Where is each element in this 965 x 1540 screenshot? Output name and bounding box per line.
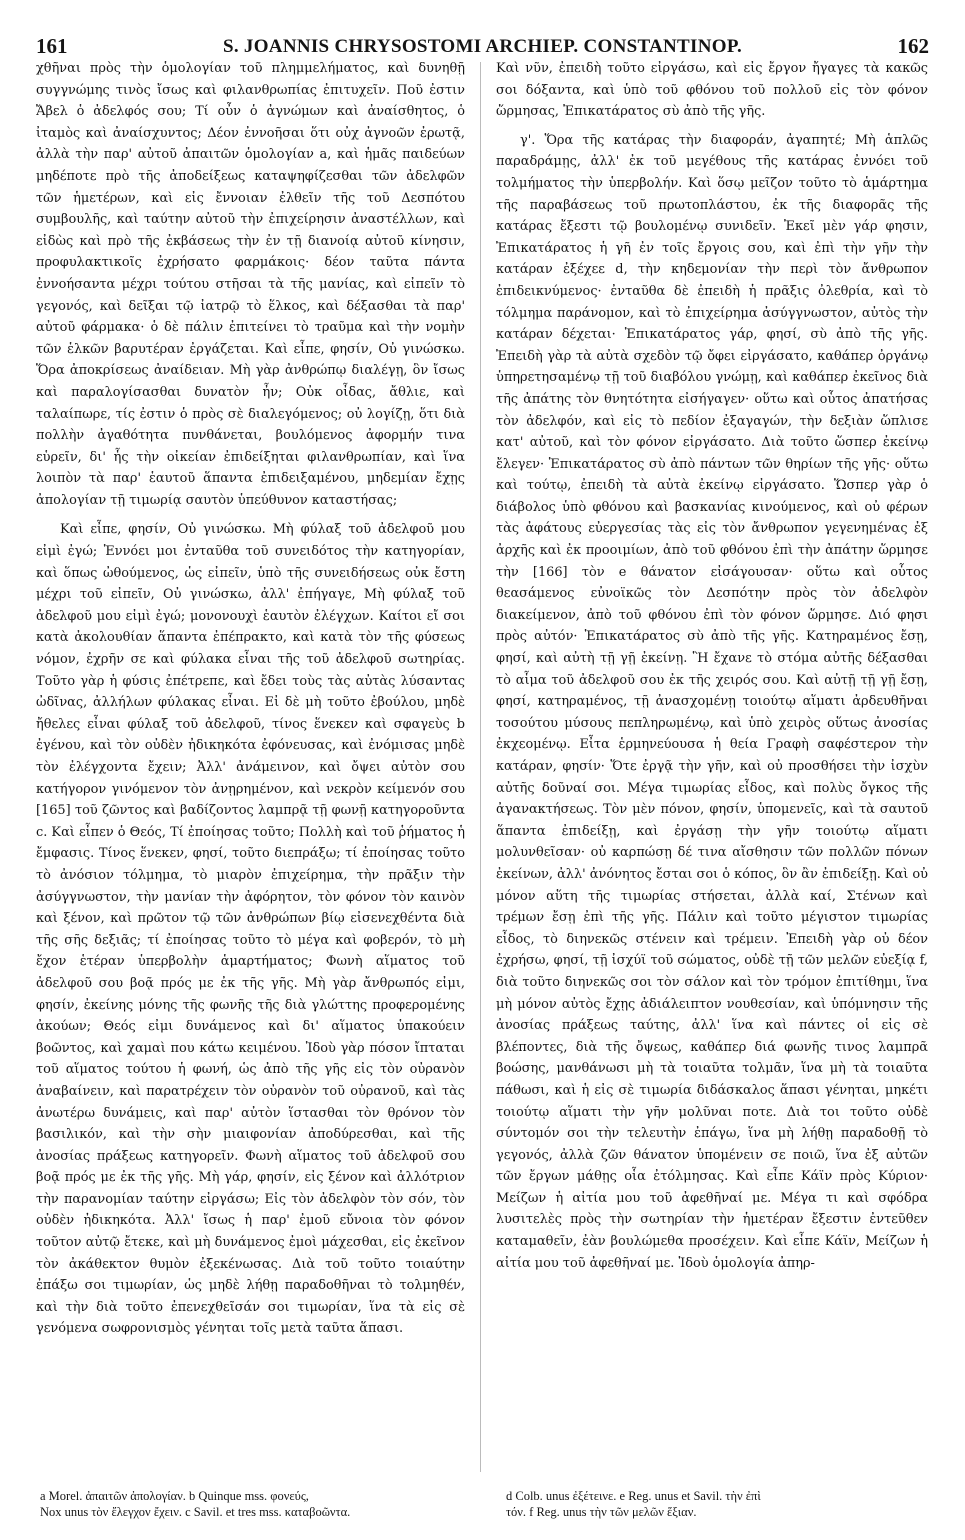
footnote-line: d Colb. unus ἐξέτεινε. e Reg. unus et Savil. τὴν ἐπὶ [506, 1489, 761, 1503]
right-paragraph-2: γ'. Ὅρα τῆς κατάρας τὴν διαφοράν, ἀγαπητέ; Μὴ ἁπλῶς παραδράμῃς, ἀλλ' ἐκ τοῦ μεγέθους τῆς κατάρας ἐννόει τοῦ τολμήματος τὴν ὑπερβολήν. Καὶ ὅσῳ μεῖζον τοῦτο τὸ ἁμάρτημα τῆς παραβάσεως τοῦ πρωτοπλάστου, ἐκ τῆς διαφορᾶς τῆς κατάρας ἔξεστι τῷ βουλομένῳ συνιδεῖν. Ἐκεῖ μὲν γάρ φησιν, Ἐπικατάρατος ἡ γῆ ἐν τοῖς ἔργοις σου, καὶ ἐπὶ τὴν γῆν τὴν κατάραν ἐξέχεε d, τὴν κηδεμονίαν τὴν περὶ τὸν ἄνθρωπον ἐπιδεικνύμενος· ἐνταῦθα δὲ ἐπειδὴ ἡ πρᾶξις ὀλεθρία, καὶ τὸ τόλμημα παράνομον, καὶ τὸ ἐπιχείρημα ἀσύγγνωστον, αὐτὸς τὴν κατάραν δέχεται· Ἐπικατάρατος γάρ, φησί, σὺ ἀπὸ τῆς γῆς. Ἐπειδὴ γὰρ τὰ αὐτὰ σχεδὸν τῷ ὄφει εἰργάσατο, καθάπερ ὀργάνῳ ὑπηρετησαμένῳ τῇ τοῦ διαβόλου γνώμῃ, καὶ καθάπερ ἐκεῖνος διὰ τῆς ἀπάτης τὸν θνητότητα εἰσήγαγεν· οὕτω καὶ οὗτος ἀπατήσας τὸν ἀδελφόν, καὶ εἰς τὸ πεδίον ἐξαγαγών, τὴν δεξιὰν ὥπλισε κατ' αὐτοῦ, καὶ τὸν φόνον εἰργάσατο. Διὰ τοῦτο ὥσπερ ἐκείνῳ ἔλεγεν· Ἐπικατάρατος σὺ ἀπὸ πάντων τῶν θηρίων τῆς γῆς· οὕτω καὶ τούτῳ, ἐπειδὴ τὰ αὐτὰ ἐκείνῳ εἰργάσατο. Ὥσπερ γὰρ ὁ διάβολος ὑπὸ φθόνου καὶ βασκανίας κινούμενος, καὶ οὐ φέρων τὰς ἀφάτους εὐεργεσίας τὰς εἰς τὸν ἄνθρωπον γεγενημένας ἐξ ἀρχῆς καὶ ἐκ προοιμίων, ἀπὸ τοῦ φθόνου ἐπὶ τὴν ἀπάτην ὥρμησε τὴν [166] τὸν e θάνατον εἰσάγουσαν· οὕτω καὶ οὗτος θεασάμενος εὐνοϊκῶς τὸν Δεσπότην πρὸς τὸν ἀδελφὸν διακείμενον, ἀπὸ τοῦ φθόνου ἐπὶ τὸν φόνον ὥρμησε. Διό φησι πρὸς αὐτόν· Ἐπικατάρατος σὺ ἀπὸ τῆς γῆς. Κατηραμένος ἔσῃ, φησί, καὶ αὐτὴ τῇ γῇ ἐκείνῃ. Ἣ ἔχανε τὸ στόμα αὐτῆς δέξασθαι τὸ αἷμα τοῦ ἀδελφοῦ σου ἐκ τῆς χειρός σου. Καὶ αὐτῇ τῇ γῇ ἔσῃ, φησί, κατηραμένος, τῇ ἀνασχομένῃ τοιούτῳ αἵματι ἀρδευθῆναι τοσούτου μύσους πεπληρωμένῳ, καὶ ὑπὸ χειρὸς οὕτως ἀνοσίας ἐκχεομένῳ. Εἶτα ἑρμηνεύουσα ἡ θεία Γραφὴ σαφέστερον τὴν κατάραν, φησίν· Ὅτε ἐργᾷ τὴν γῆν, καὶ οὐ προσθήσει τὴν ἰσχὺν αὐτῆς δοῦναί σοι. Μέγα τιμωρίας εἶδος, καὶ πολὺς ὄγκος τῆς ἀγανακτήσεως. Τὸν μὲν πόνον, φησίν, ὑπομενεῖς, καὶ τὰ σαυτοῦ ἅπαντα ἐπιδείξῃ, καὶ ἐργάσῃ τὴν γῆν τοιούτῳ αἵματι μολυνθεῖσαν· οὐ καρπώσῃ δέ τινα αἴσθησιν τῶν πολλῶν πόνων ἐκείνων, ἀλλ' ἀνόνητος ἔσται σοι ὁ κόπος, ὃν ἂν ἐπιδείξῃ. Καὶ οὐ μόνον αὕτη τῆς τιμωρίας στήσεται, ἀλλὰ καί, Στένων καὶ τρέμων ἔσῃ ἐπὶ τῆς γῆς. Πάλιν καὶ τοῦτο μέγιστον τιμωρίας εἶδος, τὸ διηνεκῶς στένειν καὶ τρέμειν. Ἐπειδὴ γὰρ οὐ δέον ἐχρήσω, φησί, τῇ ἰσχύϊ τοῦ σώματος, οὐδὲ τῇ τῶν μελῶν εὐεξίᾳ f, διὰ τοῦτο διηνεκῶς σοι τὸν σάλον καὶ τὸν τρόμον ἐπιτίθημι, ἵνα μὴ μόνον αὐτὸς ἔχῃς ἀδιάλειπτον νουθεσίαν, καὶ ὑπόμνησιν τῆς ἀνοσίας πράξεως ταύτης, ἀλλ' ἵνα καὶ πάντες οἱ εἰς σὲ βλέποντες, διὰ τῆς ὄψεως, καθάπερ διά φωνῆς τινος λαμπρᾶ βοώσης, μανθάνωσι μὴ τὰ τοιαῦτα τολμᾶν, ἵνα μὴ τὰ τοιαῦτα πάθωσι, καὶ ἡ εἰς σὲ τιμωρία διδάσκαλος ἅπασι γένηται, μηκέτι τοιούτῳ αἵματι τὴν γῆν μολῦναι ποτε. Διὰ τοι τοῦτο οὐδὲ σύντομόν σοι τὴν τελευτὴν ἐπάγω, ἵνα μὴ λήθῃ παραδοθῇ τὸ γεγονός, ἀλλὰ ζῶν θάνατον ὑπομένειν σε ποιῶ, ἵνα ἐξ αὐτῶν τῶν ἔργων μάθῃς οἷα ἐτόλμησας. Καὶ εἶπε Κάϊν πρὸς Κύριον· Μείζων ἡ αἰτία μου τοῦ ἀφεθῆναί με. Μέγα τι καὶ σφόδρα λυσιτελὲς πρὸς τὴν σωτηρίαν τὴν ἡμετέραν ἔξεστιν ἐντεῦθεν καταμαθεῖν, ἐὰν βουλώμεθα προσέχειν. Καὶ εἶπε Κάϊν, Μείζων ἡ αἰτία μου τοῦ ἀφεθῆναί με. Ἰδοὺ ὁμολογία ἀπηρ- [496, 132, 928, 1271]
footnote-line: a Morel. ἀπαιτῶν ἀπολογίαν. b Quinque mss. φονεύς, [40, 1489, 309, 1503]
column-divider [480, 62, 481, 1472]
footnote-line: Nox unus τὸν ἔλεγχον ἔχειν. c Savil. et tres mss. καταβοῶντα. [40, 1505, 351, 1519]
running-title: S. JOANNIS CHRYSOSTOMI ARCHIEP. CONSTANTINOP. [222, 36, 743, 57]
running-header [36, 34, 929, 60]
right-column [496, 58, 928, 1274]
left-column [36, 58, 465, 1340]
left-paragraph-1: χθῆναι πρὸς τὴν ὁμολογίαν τοῦ πλημμελήματος, καὶ δυνηθῇ συγγνώμης τινὸς ἴσως καὶ φιλανθρωπίας ἐπιτυχεῖν. Ποῦ ἐστιν Ἄβελ ὁ ἀδελφός σου; Τί οὖν ὁ ἀγνώμων καὶ ἀναίσθητος, ὁ ἰταμὸς καὶ ἀναίσχυντος; Δέον ἐννοῆσαι ὅτι οὐχ ἀγνοῶν ἐρωτᾷ, ἀλλὰ τὴν παρ' αὐτοῦ ἀπαιτῶν ὁμολογίαν a, καὶ ἡμᾶς παιδεύων μηδέποτε πρὸ τῆς ἀποδείξεως καταψηφίζεσθαι τῶν ἀδελφῶν τῶν ἡμετέρων, καὶ εἰς ἔννοιαν ἐλθεῖν τῆς τοῦ Δεσπότου συμβουλῆς, καὶ ταύτην αὐτοῦ τὴν ἐπιχείρησιν ἀναστέλλων, καὶ εἰδὼς καὶ πρὸ τῆς ἐκβάσεως τὴν ἐν τῇ διανοίᾳ αὐτοῦ κίνησιν, προφυλακτικοῖς ἐχρήσατο φαρμάκοις· δέον ταῦτα πάντα ἐννοήσαντα μέχρι τούτου στῆσαι τὰ τῆς μανίας, καὶ εἰπεῖν τὸ γεγονός, καὶ δεῖξαι τῷ ἰατρῷ τὸ ἕλκος, καὶ δέξασθαι τὰ παρ' αὐτοῦ φάρμακα· ὁ δὲ πάλιν ἐπιτείνει τὸ τραῦμα καὶ τὴν νομὴν τῶν ἑλκῶν βαρυτέραν ἐργάζεται. Καὶ εἶπε, φησίν, Οὐ γινώσκω. Ὅρα ἀποκρίσεως ἀναίδειαν. Μὴ γὰρ ἀνθρώπῳ διαλέγῃ, ὃν ἴσως καὶ παραλογίσασθαι δυνατὸν ἦν; Οὐκ οἶδας, ἄθλιε, καὶ ταλαίπωρε, τίς ἐστιν ὁ πρὸς σὲ διαλεγόμενος; οὐ λογίζῃ, ὅτι διὰ πολλὴν ἀγαθότητα πυνθάνεται, βουλόμενος ἀφορμήν τινα εὑρεῖν, δι' ἧς τὴν οἰκείαν ἐπιδείξηται φιλανθρωπίαν, καὶ ἵνα λοιπὸν τὰ παρ' ἑαυτοῦ ἅπαντα ἐπιδειξαμένου, μηδεμίαν ἔχῃς ἀπολογίαν τῇ τιμωρίᾳ σαυτὸν ὑπεύθυνον καταστήσας; [36, 61, 465, 508]
page-number-right: 162 [897, 34, 929, 58]
left-paragraph-2: Καὶ εἶπε, φησίν, Οὐ γινώσκω. Μὴ φύλαξ τοῦ ἀδελφοῦ μου εἰμὶ ἐγώ; Ἐννόει μοι ἐνταῦθα τοῦ συνειδότος τὴν κατηγορίαν, καὶ ὅπως ὠθούμενος, ὡς εἰπεῖν, ὑπὸ τῆς συνειδήσεως οὐκ ἔστη μέχρι τοῦ εἰπεῖν, Οὐ γινώσκω, ἀλλ' ἐπήγαγε, Μὴ φύλαξ τοῦ ἀδελφοῦ μου εἰμὶ ἐγώ; μονονουχὶ ἑαυτὸν ἐλέγχων. Καίτοι εἴ σοι κατὰ ἀκολουθίαν ἅπαντα ἐπέπρακτο, καὶ κατὰ τὸν τῆς φύσεως νόμον, ἐχρῆν σε καὶ φύλακα εἶναι τῆς τοῦ ἀδελφοῦ σωτηρίας. Τοῦτο γὰρ ἡ φύσις ἐπέτρεπε, καὶ ἔδει τοὺς τὰς αὐτὰς λύσαντας ὠδῖνας, ἀλλήλων φύλακας εἶναι. Εἰ δὲ μὴ τοῦτο ἐβούλου, μηδὲ ἤθελες εἶναι φύλαξ τοῦ ἀδελφοῦ, τίνος ἕνεκεν καὶ σφαγεὺς b ἐγένου, καὶ τὸν οὐδὲν ἠδικηκότα ἐφόνευσας, καὶ ἐνόμισας μηδὲ τὸν ἐλέγχοντα ἔχειν; Ἀλλ' ἀνάμεινον, καὶ ὄψει αὐτὸν σου κατήγορον γινόμενον τὸν ἀνῃρημένον, καὶ νεκρὸν κείμενόν σου [165] τοῦ ζῶντος καὶ βαδίζοντος λαμπρᾷ τῇ φωνῇ κατηγοροῦντα c. Καὶ εἶπεν ὁ Θεός, Τί ἐποίησας τοῦτο; Πολλὴ καὶ τοῦ ῥήματος ἡ ἔμφασις. Τίνος ἕνεκεν, φησί, τοῦτο διεπράξω; τί ἐποίησας τοῦτο τὸ ἀνόσιον τόλμημα, τὸ μιαρὸν ἐπιχείρημα, τὴν πρᾶξιν τὴν ἀσύγγνωστον, τὴν μανίαν τὴν ἀφόρητον, τὸν φόνον τὸν καινὸν καὶ ξένον, καὶ πρῶτον τῷ τῶν ἀνθρώπων βίῳ εἰσενεχθέντα διὰ τῆς σῆς δεξιᾶς; τί ἐποίησας τοῦτο τὸ μέγα καὶ φοβερόν, τὸ μὴ ἔχον ἑτέραν ὑπερβολὴν ἁμαρτήματος; Φωνὴ αἵματος τοῦ ἀδελφοῦ σου βοᾷ πρός με ἐκ τῆς γῆς. Μὴ γὰρ ἄνθρωπός εἰμι, φησίν, ἐκείνης μόνης τῆς φωνῆς τῆς διὰ γλώττης προφερομένης ἀκούων; Θεός εἰμι δυνάμενος καὶ δι' αἵματος ὑπακούειν βοῶντος, καὶ χαμαὶ που κάτω κειμένου. Ἰδοὺ γὰρ πόσον ἴπταται τοῦ αἵματος τούτου ἡ φωνή, ὡς ἀπὸ τῆς γῆς εἰς τὸν οὐρανὸν ἀναβαίνειν, καὶ παρατρέχειν τὸν οὐρανὸν τοῦ οὐρανοῦ, καὶ τὰς ἀνωτέρω δυνάμεις, καὶ παρ' αὐτὸν ἵστασθαι τὸν θρόνον τὸν βασιλικόν, καὶ τὴν σὴν μιαιφονίαν ἀποδύρεσθαι, καὶ τῆς ἀνοσίας πράξεως κατηγορεῖν. Φωνὴ αἵματος τοῦ ἀδελφοῦ σου βοᾷ πρός με ἐκ τῆς γῆς. Μὴ γάρ, φησίν, εἰς ξένον καὶ ἀλλότριον τὴν παρανομίαν ταύτην εἰργάσω; Εἰς τὸν ἀδελφὸν τὸν σόν, τὸν οὐδὲν ἠδικηκότα. Ἀλλ' ἴσως ἡ παρ' ἐμοῦ εὔνοια τὸν φόνον τοῦτον αὐτῷ ἔτεκε, καὶ μὴ δυνάμενος ἐμοὶ μάχεσθαι, εἰς ἐκεῖνον τὸν ἀκάθεκτον θυμὸν ἐξεκένωσας. Διὰ τοῦ τοῦτο τοιαύτην ἐπάξω σοι τιμωρίαν, ὡς μηδὲ λήθῃ παραδοθῆναι τὸ τολμηθέν, καὶ τὴν διὰ τοῦτο ἐπενεχθεῖσάν σοι τιμωρίαν, ἵνα τὰ εἰς σὲ γενόμενα σωφρονισμὸς γένηται τοῖς μετὰ ταῦτα ἅπασι. [36, 522, 465, 1337]
page-number-left: 161 [36, 34, 68, 58]
footnotes-left [40, 1488, 470, 1520]
footnote-line: τόν. f Reg. unus τὴν τῶν μελῶν ἕξιαν. [506, 1505, 697, 1519]
right-paragraph-1: Καὶ νῦν, ἐπειδὴ τοῦτο εἰργάσω, καὶ εἰς ἔργον ἤγαγες τὰ κακῶς σοι δόξαντα, καὶ ὑπὸ τοῦ φθόνου τοῦ πολλοῦ εἰς τὸν φόνον ὥρμησας, Ἐπικατάρατος σὺ ἀπὸ τῆς γῆς. [496, 61, 928, 120]
footnotes-right [506, 1488, 926, 1520]
